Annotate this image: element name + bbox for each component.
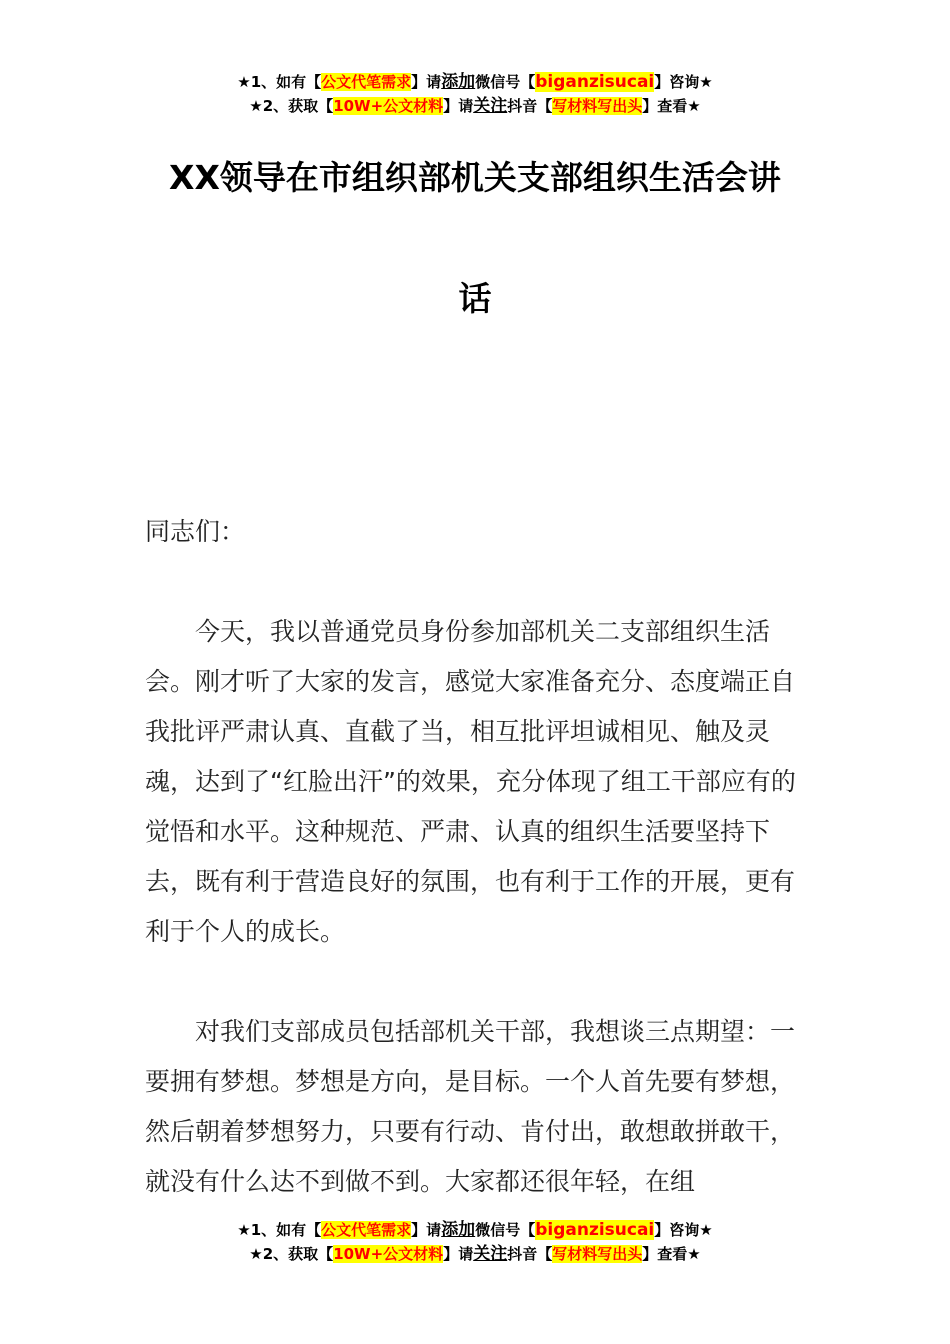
banner-highlight: 写材料写出头 — [552, 1245, 643, 1263]
banner-text: 】请 — [443, 1245, 474, 1263]
banner-highlight: biganzisucai — [535, 1220, 655, 1240]
banner-text: 】请 — [411, 73, 442, 91]
banner-text: 抖音【 — [507, 97, 553, 115]
banner-line-2 — [0, 94, 950, 118]
banner-text: 微信号【 — [475, 1221, 536, 1239]
banner-highlight: 写材料写出头 — [552, 97, 643, 115]
banner-underline: 添加 — [441, 72, 476, 92]
banner-text: 】咨询★ — [654, 73, 713, 91]
banner-text: ★1、如有【 — [237, 1221, 322, 1239]
banner-highlight: 10W+公文材料 — [333, 97, 444, 115]
banner-underline: 关注 — [473, 1244, 508, 1264]
document-body — [145, 507, 809, 1207]
document-title-line-1: XX领导在市组织部机关支部组织生活会讲 — [169, 158, 781, 197]
banner-highlight: 公文代笔需求 — [321, 73, 412, 91]
greeting: 同志们： — [145, 517, 246, 546]
banner-text: 】查看★ — [642, 97, 701, 115]
banner-line-1 — [0, 1218, 950, 1242]
banner-text: ★2、获取【 — [249, 97, 334, 115]
banner-text: 微信号【 — [475, 73, 536, 91]
footer-banner — [0, 1218, 950, 1266]
banner-highlight: 10W+公文材料 — [333, 1245, 444, 1263]
banner-text: 】请 — [411, 1221, 442, 1239]
banner-highlight: 公文代笔需求 — [321, 1221, 412, 1239]
banner-text: 抖音【 — [507, 1245, 553, 1263]
banner-text: 】咨询★ — [654, 1221, 713, 1239]
banner-line-2 — [0, 1242, 950, 1266]
banner-underline: 添加 — [441, 1220, 476, 1240]
banner-text: 】查看★ — [642, 1245, 701, 1263]
header-banner — [0, 70, 950, 118]
document-title-line-2: 话 — [458, 279, 492, 318]
banner-text: ★1、如有【 — [237, 73, 322, 91]
banner-text: 】请 — [443, 97, 474, 115]
banner-underline: 关注 — [473, 96, 508, 116]
banner-highlight: biganzisucai — [535, 72, 655, 92]
banner-line-1 — [0, 70, 950, 94]
banner-text: ★2、获取【 — [249, 1245, 334, 1263]
paragraph-2: 对我们支部成员包括部机关干部，我想谈三点期望：一要拥有梦想。梦想是方向，是目标。一个人首先要有梦想，然后朝着梦想努力，只要有行动、肯付出，敢想敢拼敢干，就没有什么达不到做不到。大家都还很年轻，在组 — [145, 1017, 796, 1196]
paragraph-1: 今天，我以普通党员身份参加部机关二支部组织生活会。刚才听了大家的发言，感觉大家准备充分、态度端正自我批评严肃认真、直截了当，相互批评坦诚相见、触及灵魂，达到了“红脸出汗”的效果，充分体现了组工干部应有的觉悟和水平。这种规范、严肃、认真的组织生活要坚持下去，既有利于营造良好的氛围，也有利于工作的开展，更有利于个人的成长。 — [145, 617, 796, 946]
